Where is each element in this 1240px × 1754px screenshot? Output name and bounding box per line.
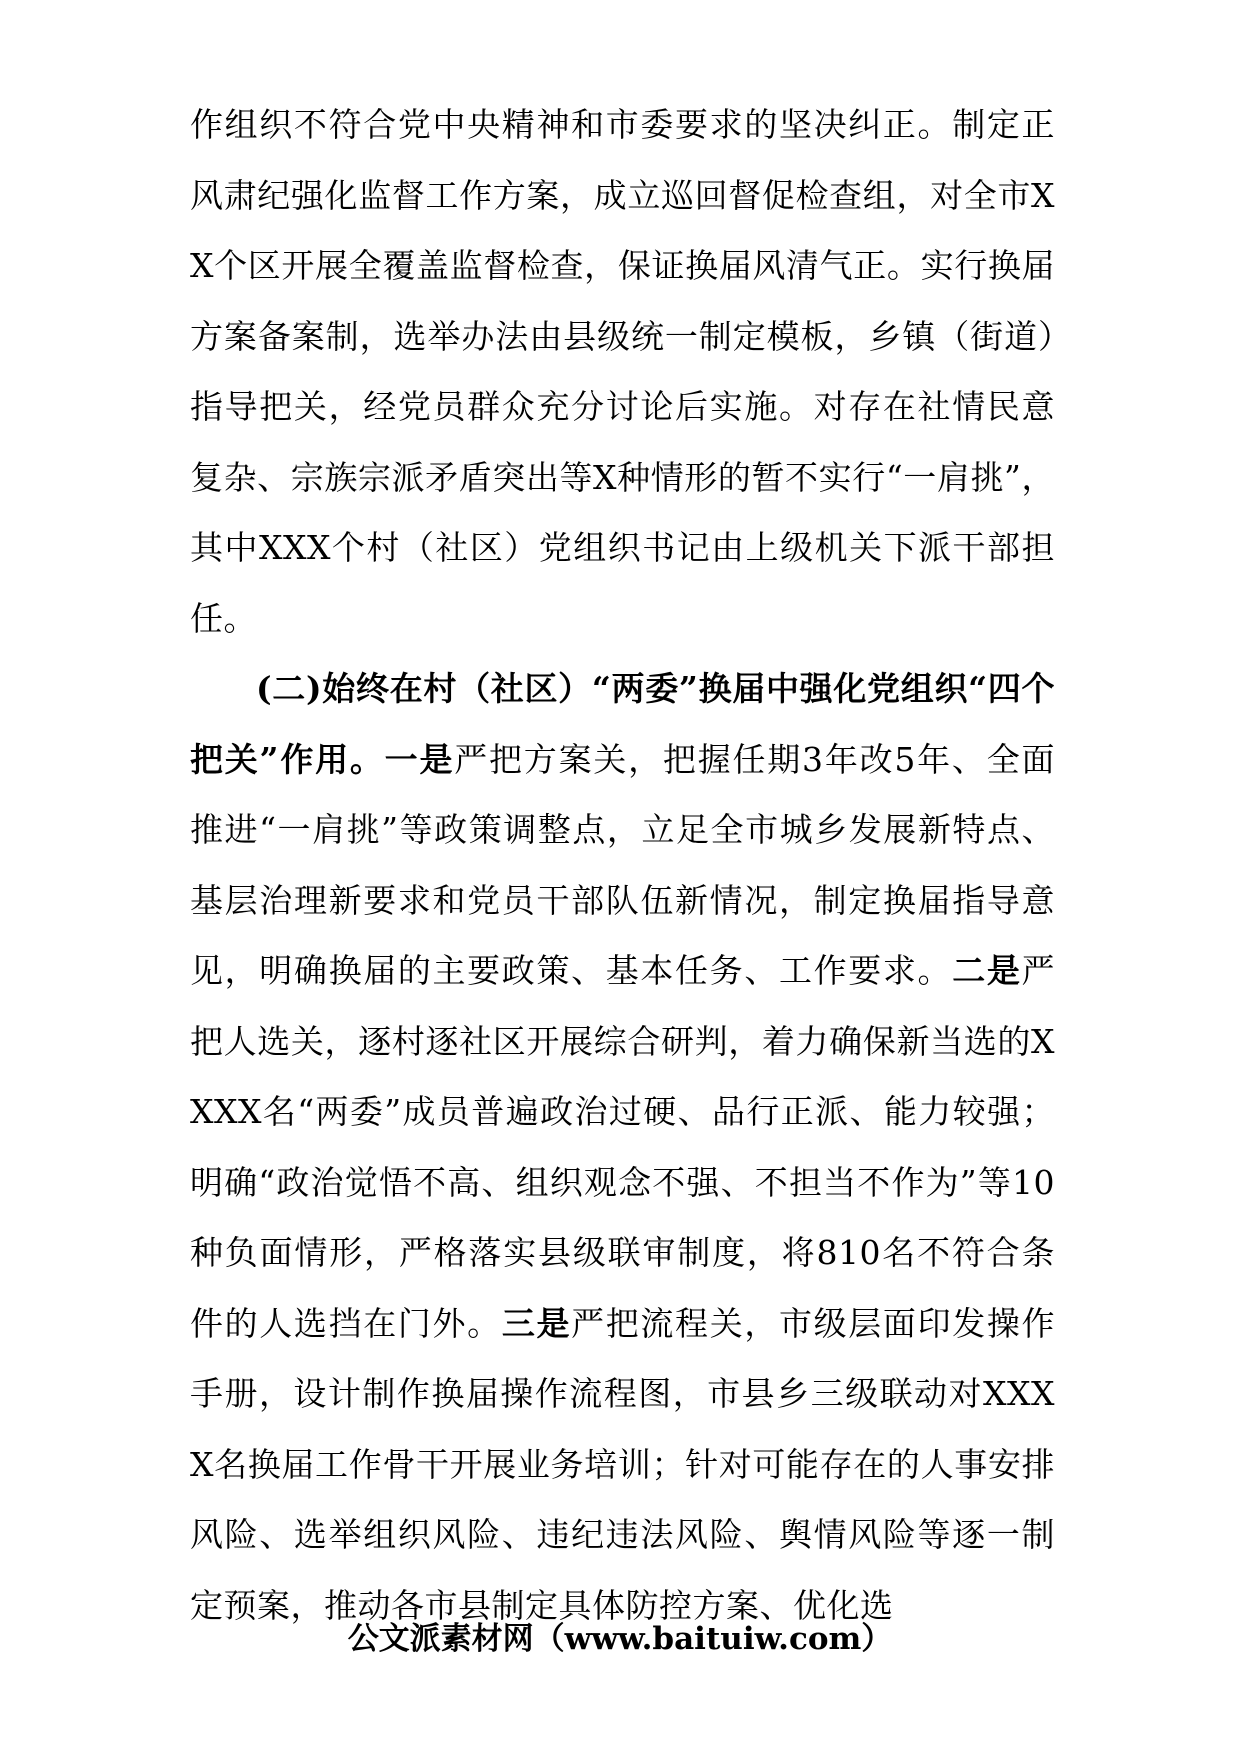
section-heading: (二)始终在村（社区）“两委”换届中强化党组织“四个把关”作用。 (190, 669, 1055, 779)
paragraph-continuation: 作组织不符合党中央精神和市委要求的坚决纠正。制定正风肃纪强化监督工作方案，成立巡回督促检查组，对全市XX个区开展全覆盖监督检查，保证换届风清气正。实行换届方案备案制，选举办法由县级统一制定模板，乡镇（街道）指导把关，经党员群众充分讨论后实施。对存在社情民意复杂、宗族宗派矛盾突出等X种情形的暂不实行“一肩挑”，其中XXX个村（社区）党组织书记由上级机关下派干部担任。 (190, 105, 1055, 638)
paragraph-section-two (190, 654, 1055, 1641)
footer-watermark: 公文派素材网（www.baituiw.com） (347, 1621, 893, 1657)
point-two-label: 二是 (952, 951, 1022, 990)
point-two-text: 严把人选关，逐村逐社区开展综合研判，着力确保新当选的XXXX名“两委”成员普遍政治过硬、品行正派、能力较强；明确“政治觉悟不高、组织观念不强、不担当不作为”等10种负面情形，严格落实县级联审制度，将810名不符合条件的人选挡在门外。 (190, 951, 1056, 1343)
point-three-label: 三是 (501, 1303, 572, 1343)
point-three-text: 严把流程关，市级层面印发操作手册，设计制作换届操作流程图，市县乡三级联动对XXXX名换届工作骨干开展业务培训；针对可能存在的人事安排风险、选举组织风险、违纪违法风险、舆情风险等逐一制定预案，推动各市县制定具体防控方案、优化选 (190, 1303, 1056, 1625)
document-body (190, 90, 1055, 1641)
point-one-text: 严把方案关，把握任期3年改5年、全面推进“一肩挑”等政策调整点，立足全市城乡发展新特点、基层治理新要求和党员干部队伍新情况，制定换届指导意见，明确换届的主要政策、基本任务、工作要求。 (190, 739, 1055, 990)
point-one-label: 一是 (384, 739, 455, 779)
